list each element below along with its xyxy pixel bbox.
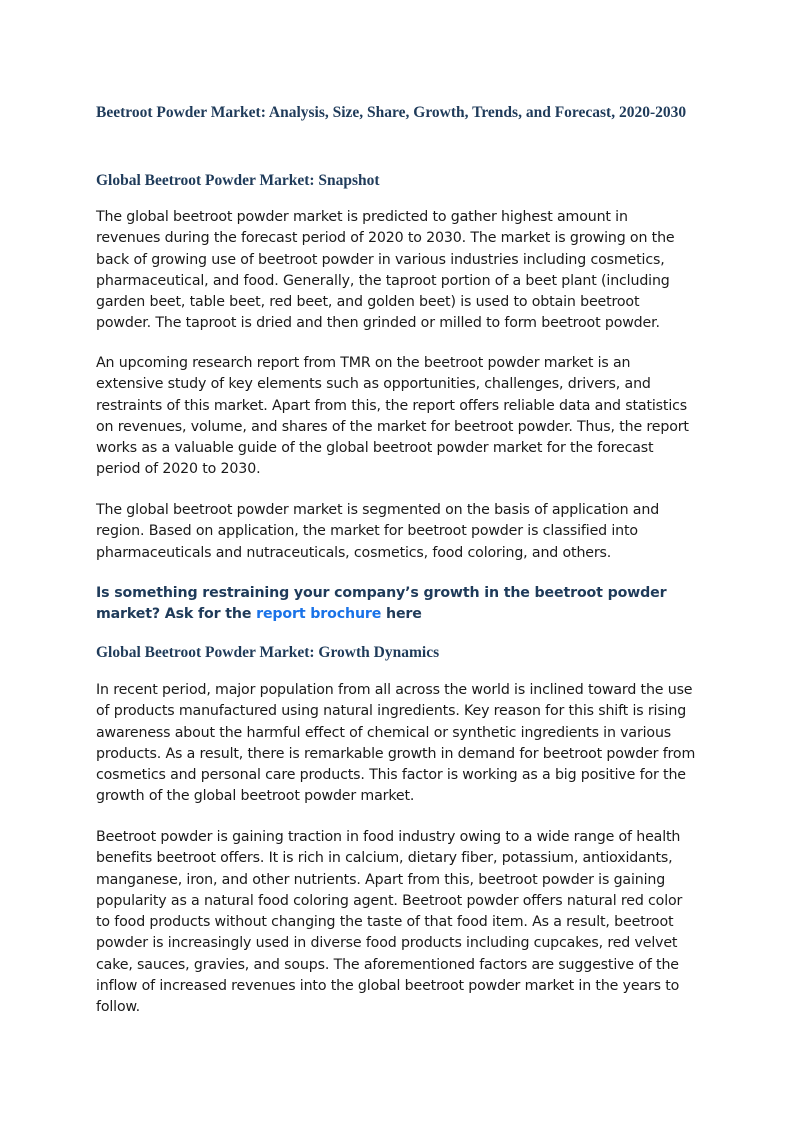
- growth-paragraph-1: In recent period, major population from all across the world is inclined toward the use of products manufactured using natural ingredients. Key reason for this shift is rising awareness about the harmful effect of chemical or synthetic ingredients in various products. As a result, there is remarkable growth in demand for beetroot powder from cosmetics and personal care products. This factor is working as a big positive for the growth of the global beetroot powder market.: [96, 682, 696, 805]
- brochure-callout: [96, 583, 696, 626]
- brochure-callout-text-after: here: [381, 606, 422, 623]
- document-title: Beetroot Powder Market: Analysis, Size, Share, Growth, Trends, and Forecast, 2020-2030: [96, 104, 687, 121]
- snapshot-paragraph-2: An upcoming research report from TMR on the beetroot powder market is an extensive study of key elements such as opportunities, challenges, drivers, and restraints of this market. Apart from this, the report offers reliable data and statistics on revenues, volume, and shares of the market for beetroot powder. Thus, the report works as a valuable guide of the global beetroot powder market for the forecast period of 2020 to 2030.: [96, 355, 689, 478]
- snapshot-paragraph-3: The global beetroot powder market is segmented on the basis of application and region. Based on application, the market for beetroot powder is classified into pharmaceuticals and nutraceuticals, cosmetics, food coloring, and others.: [96, 502, 660, 561]
- snapshot-paragraph-1: The global beetroot powder market is predicted to gather highest amount in revenues during the forecast period of 2020 to 2030. The market is growing on the back of growing use of beetroot powder in various industries including cosmetics, pharmaceutical, and food. Generally, the taproot portion of a beet plant (including garden beet, table beet, red beet, and golden beet) is used to obtain beetroot powder. The taproot is dried and then grinded or milled to form beetroot powder.: [96, 209, 675, 332]
- brochure-callout-text-before: Is something restraining your company’s growth in the beetroot powder market? Ask for the: [96, 585, 667, 623]
- growth-paragraph-2: Beetroot powder is gaining traction in food industry owing to a wide range of health benefits beetroot offers. It is rich in calcium, dietary fiber, potassium, antioxidants, manganese, iron, and other nutrients. Apart from this, beetroot powder is gaining popularity as a natural food coloring agent. Beetroot powder offers natural red color to food products without changing the taste of that food item. As a result, beetroot powder is increasingly used in diverse food products including cupcakes, red velvet cake, sauces, gravies, and soups. The aforementioned factors are suggestive of the inflow of increased revenues into the global beetroot powder market in the years to follow.: [96, 829, 683, 1016]
- growth-dynamics-heading: Global Beetroot Powder Market: Growth Dynamics: [96, 644, 440, 661]
- report-brochure-link[interactable]: report brochure: [256, 606, 382, 623]
- snapshot-heading: Global Beetroot Powder Market: Snapshot: [96, 172, 380, 189]
